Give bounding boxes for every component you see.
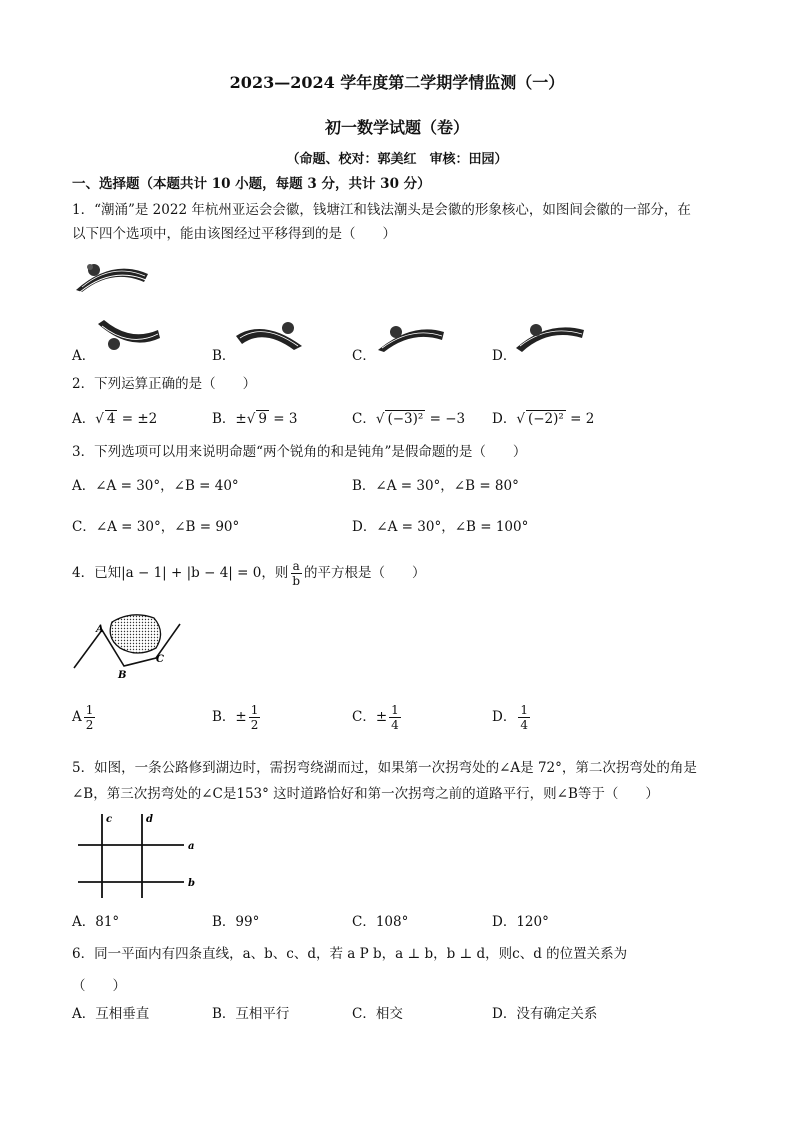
q2-b-label: B． [212,411,236,427]
q4-stem-fraction [290,560,302,587]
q6-option-b[interactable]: B．互相平行 [212,1006,290,1022]
q6-option-d[interactable]: D．没有确定关系 [492,1006,598,1022]
q5-label-d: d [146,814,153,825]
q4-label-b: B [118,670,127,681]
q1-option-d-label[interactable]: D． [492,348,517,364]
q2-b-radicand: 9 [258,411,267,427]
q5-stem-line2: ∠B，第三次拐弯处的∠C是153° 这时道路恰好和第一次拐弯之前的道路平行，则∠B等于（ ） [72,786,659,802]
q4-stem-post: 的平方根是（ ） [304,565,426,581]
q5-stem-line1: 5．如图，一条公路修到湖边时，需拐弯绕湖而过，如果第一次拐弯处的∠A是 72°，第二次拐弯处的角是 [72,760,697,776]
q4-d-num: 1 [520,703,528,717]
q1-stem-line2: 以下四个选项中，能由该图经过平移得到的是（ ） [72,226,396,242]
q3-option-b[interactable]: B．∠A = 30°，∠B = 80° [352,478,519,494]
q6-stem-line1: 6．同一平面内有四条直线，a、b、c、d，若 a P b，a ⊥ b，b ⊥ d，则c、d 的位置关系为 [72,946,628,962]
q4-option-d[interactable] [492,704,532,731]
exam-subtitle: 初一数学试题（卷） [324,118,469,137]
q4-stem-abs: |a − 1| + |b − 4| = 0 [121,565,262,581]
q3-option-d[interactable]: D．∠A = 30°，∠B = 100° [352,519,529,535]
q2-stem: 2．下列运算正确的是（ ） [72,376,257,392]
q6-option-a[interactable]: A．互相垂直 [72,1006,150,1022]
q4-stem [72,560,426,587]
q4-a-fraction [84,704,96,731]
sqrt-icon: √ [516,411,525,427]
q4-b-label: B．± [212,709,247,725]
q4-option-b[interactable] [212,704,262,731]
exam-title: 2023—2024 学年度第二学期学情监测（一） [229,73,565,92]
q1-stem-line1: 1．“潮涌”是 2022 年杭州亚运会会徽，钱塘江和钱法潮头是会徽的形象核心，如图间会徽的一部分，在 [72,202,691,218]
q4-c-den: 4 [391,718,399,732]
q4-option-c[interactable] [352,704,403,731]
q5-option-b[interactable]: B．99° [212,914,260,930]
q2-d-label: D． [492,411,517,427]
q2-b-sign: ± [235,411,247,427]
q4-stem-pre: 4．已知 [72,565,122,581]
q2-a-label: A． [72,411,96,427]
q5-option-a[interactable]: A．81° [72,914,120,930]
sqrt-icon: √ [246,411,256,427]
q1-option-c-figure [376,318,446,358]
q4-a-den: 2 [85,718,94,732]
q4-c-label: C．± [352,709,388,725]
q1-option-b-label[interactable]: B． [212,348,236,364]
q5-label-c: c [106,814,113,825]
q5-option-c[interactable]: C．108° [352,914,409,930]
q2-b-result: = 3 [268,411,298,427]
sqrt-icon: √ [375,411,385,427]
q4-b-den: 2 [250,718,259,732]
q5-lines-figure [76,810,206,900]
q4-a-label: A [72,709,82,725]
q2-a-result: = ±2 [117,411,158,427]
q6-option-c[interactable]: C．相交 [352,1006,403,1022]
q6-stem-line2: （ ） [72,978,126,994]
q2-d-radicand: (−2)² [527,411,564,427]
q1-option-b-figure [234,318,306,358]
q4-d-label: D． [492,709,517,725]
q5-option-d[interactable]: D．120° [492,914,549,930]
q5-label-b: b [188,878,195,889]
q4-b-fraction [249,704,261,731]
q2-option-a[interactable] [72,407,157,427]
q4-lake-figure [72,612,192,682]
q2-c-label: C． [352,411,376,427]
q2-option-b[interactable] [212,407,297,427]
q1-option-a-figure [96,318,162,358]
q4-c-num: 1 [391,703,399,717]
q5-label-a: a [188,841,195,852]
q4-label-c: C [156,654,164,665]
q4-c-fraction [389,704,401,731]
q4-label-a: A [96,624,104,635]
q2-d-result: = 2 [565,411,595,427]
q4-frac-num: a [292,559,300,573]
sqrt-icon: √ [95,411,104,427]
q2-c-radicand: (−3)² [387,411,424,427]
q2-option-d[interactable] [492,407,594,427]
q1-option-a-label[interactable]: A． [72,348,96,364]
q2-c-result: = −3 [425,411,466,427]
q4-d-den: 4 [520,718,528,732]
section-heading: 一、选择题（本题共计 10 小题，每题 3 分，共计 30 分） [72,176,431,192]
q1-option-c-label[interactable]: C． [352,348,376,364]
q3-option-a[interactable]: A．∠A = 30°，∠B = 40° [72,478,239,494]
q4-frac-den: b [292,574,301,588]
q1-emblem-figure [72,256,152,296]
q4-a-num: 1 [85,703,94,717]
q4-stem-mid: ，则 [261,565,289,581]
q3-option-c[interactable]: C．∠A = 30°，∠B = 90° [72,519,240,535]
q2-option-c[interactable] [352,407,465,427]
q1-option-d-figure [514,318,586,358]
exam-credits: （命题、校对：郭美红 审核：田园） [286,152,508,167]
q4-b-num: 1 [250,703,259,717]
q4-d-fraction [518,704,530,731]
q4-option-a[interactable] [72,704,97,731]
q3-stem: 3．下列选项可以用来说明命题“两个锐角的和是钝角”是假命题的是（ ） [72,444,527,460]
q2-a-radicand: 4 [106,411,116,427]
